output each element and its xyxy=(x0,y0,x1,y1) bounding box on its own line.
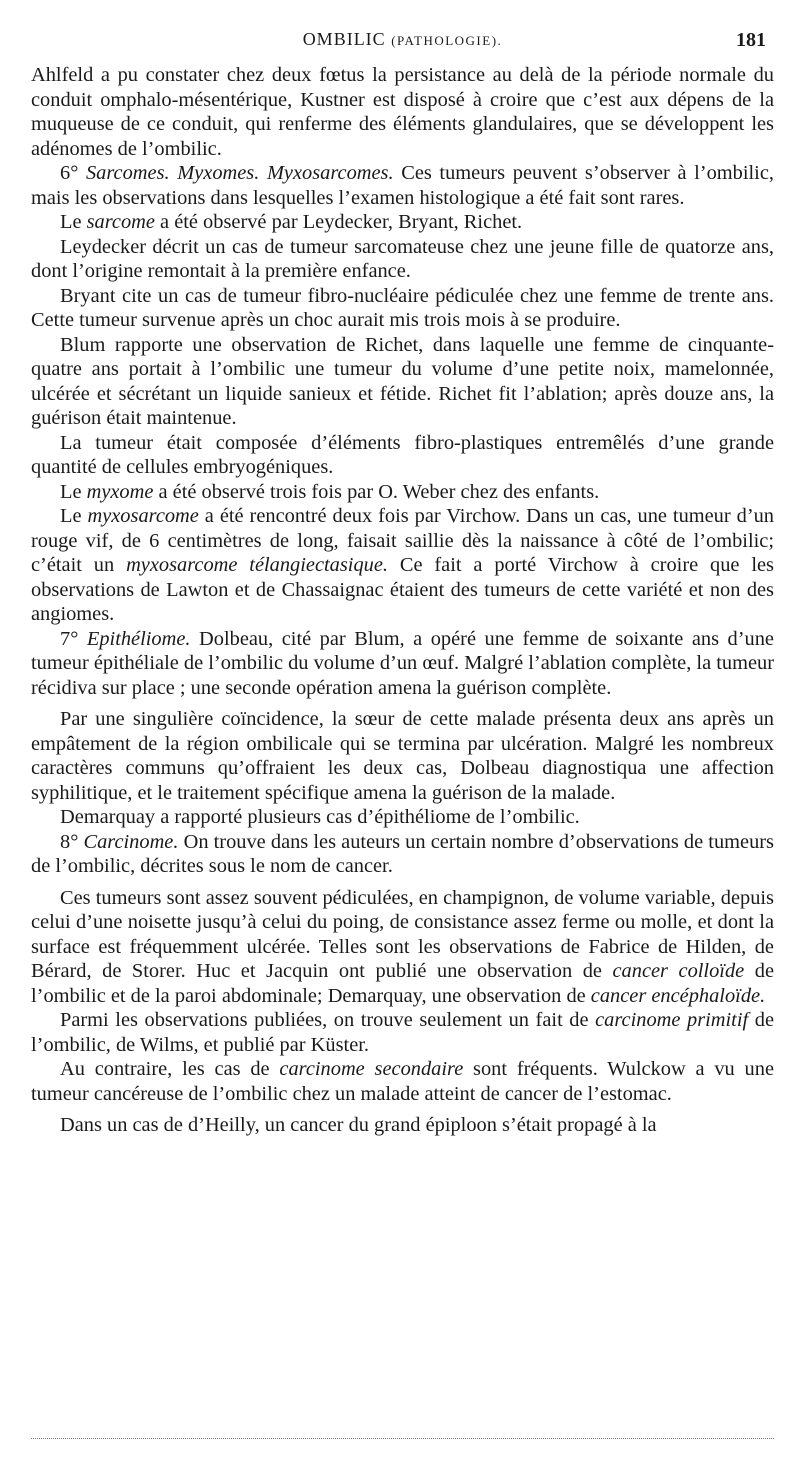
text-run: a été rencontré deux fois par Virchow. Dans un cas, une tumeur d’un rouge vif, de 6 centimètres de long, faisait saillie dès la naissance à côté de l’ombilic; c’était un xyxy=(31,505,775,576)
text-run: Au contraire, les cas de xyxy=(60,1058,280,1080)
text-run: 6° xyxy=(60,162,86,184)
paragraph xyxy=(31,63,774,161)
page-header xyxy=(31,0,774,51)
paragraph xyxy=(31,627,774,701)
paragraph xyxy=(31,886,774,1009)
text-run: Dolbeau, cité par Blum, a opéré une femme de soixante ans d’une tumeur épithéliale de l’ombilic du volume d’un œuf. Malgré l’ablation complète, la tumeur récidiva sur place ; une seconde opération amena la guérison complète. xyxy=(31,627,774,699)
italic-text: Epithéliome. xyxy=(86,627,191,650)
text-run: 8° xyxy=(60,830,84,853)
paragraph xyxy=(31,480,774,505)
text-run: Dans un cas de d’Heilly, un cancer du grand épiploon s’était propagé à la xyxy=(60,1114,657,1136)
text-run: Le xyxy=(60,505,88,527)
running-head-title: OMBILIC xyxy=(302,29,386,49)
text-run: a été observé trois fois par O. Weber chez des enfants. xyxy=(153,480,600,503)
text-run: Par une singulière coïncidence, la sœur de cette malade présenta deux ans après un empâtement de la région ombilicale qui se termina par ulcération. Malgré les nombreux caractères communs qu’offraient les deux cas, Dolbeau diagnostiqua une affection syphilitique, et le traitement spécifique amena la guérison de la malade. xyxy=(31,708,774,804)
text-run: de l’ombilic, de Wilms, et publié par Küster. xyxy=(31,1009,775,1056)
text-run: Ahlfeld a pu constater chez deux fœtus la persistance au delà de la période normale du conduit omphalo-mésentérique, Kustner est disposé à croire que c’est aux dépens de la muqueuse de ce conduit, qui renferme des éléments glandulaires, que se développent les adénomes de l’ombilic. xyxy=(31,64,774,160)
text-run: On trouve dans les auteurs un certain nombre d’observations de tumeurs de l’ombilic, décrites sous le nom de cancer. xyxy=(31,830,774,877)
paragraph xyxy=(31,504,774,627)
text-run: Ces tumeurs peuvent s’observer à l’ombilic, mais les observations dans lesquelles l’examen histologique a été fait sont rares. xyxy=(31,162,774,209)
text-run: Le xyxy=(60,480,87,503)
text-run: La tumeur était composée d’éléments fibro-plastiques entremêlés d’une grande quantité de cellules embryogéniques. xyxy=(31,431,774,478)
paragraph xyxy=(31,284,774,333)
paragraph xyxy=(31,1113,774,1138)
text-run: Le xyxy=(60,211,87,233)
paragraph xyxy=(31,1057,774,1106)
text-run: Blum rapporte une observation de Richet, dans laquelle une femme de cinquante-quatre ans portait à l’ombilic une tumeur du volume d’une petite noix, mamelonnée, ulcérée et sécrétant un liquide sanieux et fétide. Richet fit l’ablation; après douze ans, la guérison était maintenue. xyxy=(31,333,774,429)
italic-text: Sarcomes. Myxomes. Myxosarcomes. xyxy=(85,162,394,184)
text-run: de l’ombilic et de la paroi abdominale; Demarquay, une observation de xyxy=(31,960,775,1007)
paragraph xyxy=(31,805,774,830)
text-run: Leydecker décrit un cas de tumeur sarcomateuse chez une jeune fille de quatorze ans, dont l’origine remontait à la première enfance. xyxy=(31,235,774,282)
paragraph xyxy=(31,1008,774,1057)
running-head-subtitle: (PATHOLOGIE). xyxy=(391,33,503,48)
text-run: Ce fait a porté Virchow à croire que les observations de Lawton et de Chassaignac étaient des tumeurs de cette variété et non des angiomes. xyxy=(31,554,774,625)
paragraph xyxy=(31,431,774,480)
footer-dotted-rule xyxy=(31,1438,774,1439)
italic-text: sarcome xyxy=(86,211,155,233)
italic-text: carcinome secondaire xyxy=(279,1058,464,1080)
paragraph xyxy=(31,830,774,879)
paragraph xyxy=(31,161,774,210)
text-run: Ces tumeurs sont assez souvent pédiculées, en champignon, de volume variable, depuis celui d’une noisette jusqu’à celui du poing, de consistance assez ferme ou molle, et dont la surface est fréquemment ulcérée. Telles sont les observations de Fabrice de Hilden, de Bérard, de Storer. Huc et Jacquin ont publié une observation de xyxy=(31,886,774,982)
paragraph xyxy=(31,707,774,805)
text-run: a été observé par Leydecker, Bryant, Richet. xyxy=(154,211,523,233)
paragraph xyxy=(31,333,774,431)
running-head xyxy=(31,29,774,50)
page-number: 181 xyxy=(736,29,766,51)
text-run: sont fréquents. Wulckow a vu une tumeur cancéreuse de l’ombilic chez un malade atteint de cancer de l’estomac. xyxy=(31,1058,774,1105)
text-run: Parmi les observations publiées, on trouve seulement un fait de xyxy=(60,1009,596,1031)
text-run: 7° xyxy=(60,627,87,650)
text-run: Demarquay a rapporté plusieurs cas d’épithéliome de l’ombilic. xyxy=(60,806,580,828)
italic-text: cancer encéphaloïde. xyxy=(590,984,766,1007)
text-run: Bryant cite un cas de tumeur fibro-nucléaire pédiculée chez une femme de trente ans. Cette tumeur survenue après un choc aurait mis trois mois à se produire. xyxy=(31,284,774,331)
italic-text: myxosarcome télangiectasique. xyxy=(126,554,389,576)
body-text xyxy=(31,63,774,1138)
italic-text: cancer colloïde xyxy=(612,960,745,982)
paragraph xyxy=(31,235,774,284)
paragraph xyxy=(31,210,774,235)
italic-text: myxome xyxy=(86,480,154,503)
italic-text: Carcinome. xyxy=(83,830,179,853)
italic-text: myxosarcome xyxy=(87,505,199,527)
italic-text: carcinome primitif xyxy=(595,1009,749,1031)
